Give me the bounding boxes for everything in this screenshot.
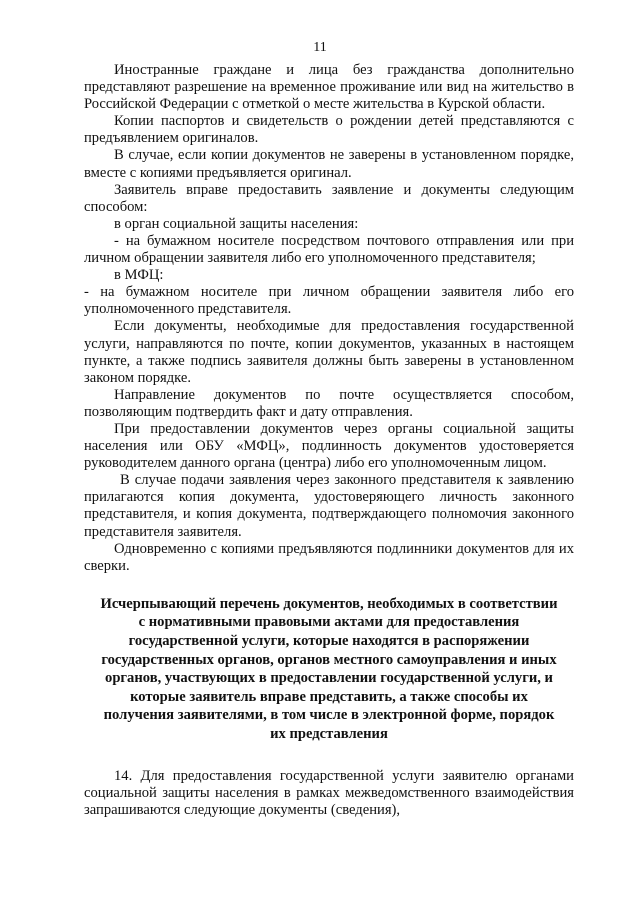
paragraph-passport-copies: Копии паспортов и свидетельств о рождении детей представляются с предъявлением оригиналов. [84, 113, 574, 147]
paragraph-originals: Одновременно с копиями предъявляются подлинники документов для их сверки. [84, 540, 574, 574]
paragraph-legal-representative: В случае подачи заявления через законного представителя к заявлению прилагаются копия документа, удостоверяющего личность законного представителя, и копия документа, подтверждающего полномочия законного представителя заявителя. [84, 472, 574, 540]
paragraph-section-14: 14. Для предоставления государственной услуги заявителю органами социальной защиты населения в рамках межведомственного взаимодействия запрашиваются следующие документы (сведения), [84, 767, 574, 818]
document-body [84, 62, 574, 819]
paragraph-submission-methods: Заявитель вправе предоставить заявление и документы следующим способом: [84, 181, 574, 215]
paragraph-paper-personal: - на бумажном носителе при личном обращении заявителя либо его уполномоченного представителя. [84, 284, 574, 318]
paragraph-uncertified-copies: В случае, если копии документов не заверены в установленном порядке, вместе с копиями предъявляется оригинал. [84, 147, 574, 181]
page-number: 11 [313, 40, 327, 55]
paragraph-mfc: в МФЦ: [114, 267, 164, 284]
section-heading: Исчерпывающий перечень документов, необходимых в соответствии с нормативными правовыми актами для предоставления государственной услуги, которые находятся в распоряжении государственных органов, органов местного самоуправления и иных органов, участвующих в предоставлении государственной услуги, и которые заявитель вправе представить, а также способы их получения заявителями, в том числе в электронной форме, порядок их представления [100, 595, 558, 742]
paragraph-authenticity: При предоставлении документов через органы социальной защиты населения или ОБУ «МФЦ», подлинность документов удостоверяется руководителем данного органа (центра) либо его уполномоченным лицом. [84, 420, 574, 472]
paragraph-foreign-citizens: Иностранные граждане и лица без гражданства дополнительно представляют разрешение на временное проживание или вид на жительство в Российской Федерации с отметкой о месте жительства в Курской области. [84, 62, 574, 113]
paragraph-paper-mail: - на бумажном носителе посредством почтового отправления или при личном обращении заявителя либо его уполномоченного представителя; [84, 232, 574, 267]
paragraph-postal-documents: Если документы, необходимые для предоставления государственной услуги, направляются по почте, копии документов, указанных в настоящем пункте, а также подпись заявителя должны быть заверены в установленном законом порядке. [84, 318, 574, 386]
paragraph-postal-direction: Направление документов по почте осуществляется способом, позволяющим подтвердить факт и дату отправления. [84, 386, 574, 420]
paragraph-social-protection-body: в орган социальной защиты населения: [114, 215, 359, 232]
